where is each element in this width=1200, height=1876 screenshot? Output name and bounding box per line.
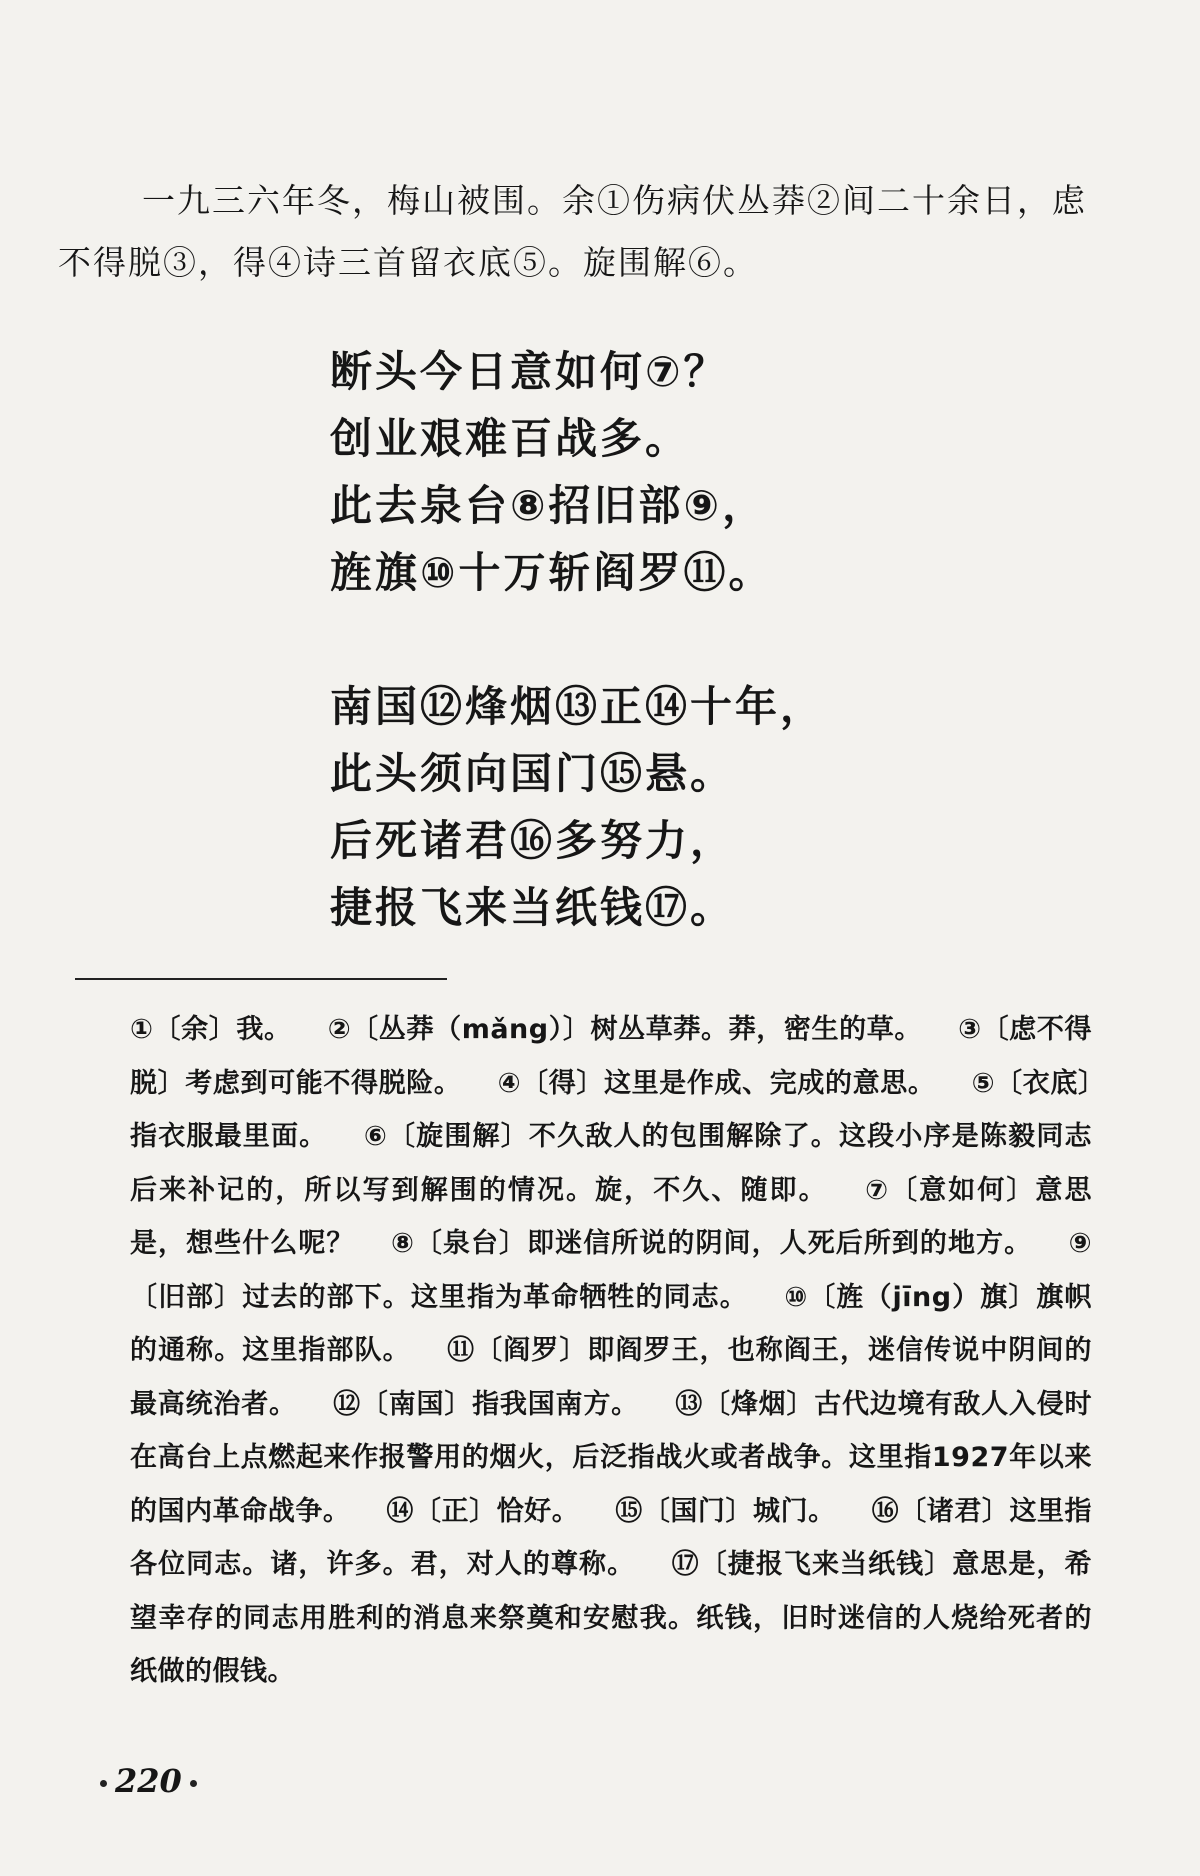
- footnote-14: ⑭〔正〕恰好。: [386, 1495, 580, 1527]
- footnote-12: ⑫〔南国〕指我国南方。: [333, 1388, 639, 1420]
- footnote-9: ⑨〔旧部〕过去的部下。这里指为革命牺牲的同志。: [130, 1228, 1093, 1313]
- footnote-17: ⑰〔捷报飞来当纸钱〕意思是，希望幸存的同志用胜利的消息来祭奠和安慰我。纸钱，旧时迷信的人烧给死者的纸做的假钱。: [130, 1549, 1093, 1687]
- footnote-13: ⑬〔烽烟〕古代边境有敌人入侵时在高台上点燃起来作报警用的烟火，后泛指战火或者战争。这里指1927年以来的国内革命战争。: [130, 1388, 1093, 1527]
- footnote-3: ③〔虑不得脱〕考虑到可能不得脱险。: [130, 1014, 1092, 1099]
- bullet-dot: [100, 1780, 107, 1787]
- footnote-4: ④〔得〕这里是作成、完成的意思。: [497, 1067, 936, 1099]
- page-number-text: 220: [115, 1762, 182, 1800]
- footnote-divider: [75, 978, 447, 980]
- poem-line: 创业艰难百战多。: [330, 414, 691, 463]
- page-number: [92, 1762, 205, 1800]
- poem-stanza-1: [330, 338, 930, 606]
- poem-line: 此头须向国门⑮悬。: [330, 749, 736, 798]
- bullet-dot: [190, 1780, 197, 1787]
- footnote-5: ⑤〔衣底〕指衣服最里面。: [130, 1067, 1092, 1152]
- footnote-7: ⑦〔意如何〕意思是，想些什么呢？: [130, 1174, 1093, 1259]
- poem-line: 南国⑫烽烟⑬正⑭十年，: [330, 682, 826, 731]
- poem-line: 后死诸君⑯多努力，: [330, 816, 736, 865]
- preface-paragraph: [58, 170, 1118, 294]
- poem-stanza-2: [330, 673, 930, 941]
- footnote-11: ⑪〔阎罗〕即阎罗王，也称阎王，迷信传说中阴间的最高统治者。: [130, 1335, 1093, 1420]
- footnote-16: ⑯〔诸君〕这里指各位同志。诸，许多。君，对人的尊称。: [130, 1495, 1093, 1580]
- poem-line: 旌旗⑩十万斩阎罗⑪。: [330, 548, 774, 597]
- footnote-15: ⑮〔国门〕城门。: [615, 1495, 836, 1527]
- footnotes: [130, 1003, 1092, 1699]
- footnote-2: ②〔丛莽（mǎng）〕树丛草莽。莽，密生的草。: [327, 1014, 923, 1045]
- footnote-8: ⑧〔泉台〕即迷信所说的阴间，人死后所到的地方。: [390, 1228, 1033, 1259]
- footnote-10: ⑩〔旌（jīng）旗〕旗帜的通称。这里指部队。: [130, 1281, 1092, 1366]
- footnote-1: ①〔余〕我。: [130, 1014, 292, 1045]
- poem-line: 此去泉台⑧招旧部⑨，: [330, 481, 768, 530]
- footnote-6: ⑥〔旋围解〕不久敌人的包围解除了。这段小序是陈毅同志后来补记的，所以写到解围的情况。旋，不久、随即。: [130, 1121, 1093, 1206]
- preface-text: 一九三六年冬，梅山被围。余①伤病伏丛莽②间二十余日，虑不得脱③，得④诗三首留衣底⑤。旋围解⑥。: [58, 181, 1087, 282]
- poem-line: 断头今日意如何⑦？: [330, 347, 729, 396]
- poem-line: 捷报飞来当纸钱⑰。: [330, 883, 736, 932]
